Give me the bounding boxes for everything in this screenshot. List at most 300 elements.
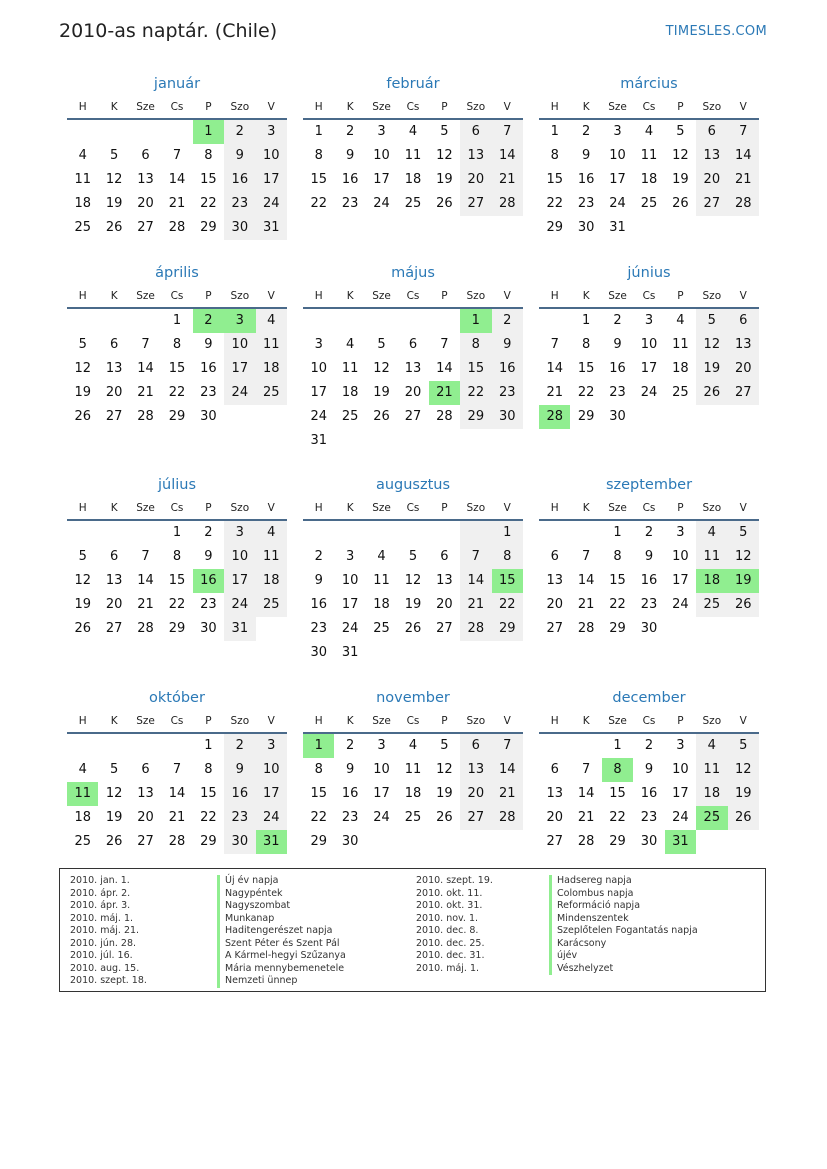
legend-holiday-name: Szeplőtelen Fogantatás napja [549,925,698,938]
day-cell: 3 [256,734,287,758]
weekday-label: K [346,290,354,302]
week-row [539,120,759,144]
legend-date: 2010. ápr. 2. [70,887,131,899]
day-cell: 26 [404,621,422,636]
day-cell: 30 [224,830,255,854]
day-cell: 21 [577,597,595,612]
day-cell: 1 [613,525,622,540]
day-cell: 5 [78,337,87,352]
empty-cell [366,429,397,453]
day-cell: 21 [168,810,186,825]
day-cell: 26 [696,381,727,405]
weekday-header [67,96,287,120]
empty-cell [492,830,523,854]
day-cell: 17 [672,786,689,801]
day-cell: 6 [141,148,150,163]
week-row [303,144,523,168]
week-row [67,357,287,381]
day-cell: 10 [672,762,689,777]
day-cell: 27 [696,192,727,216]
day-cell: 12 [728,545,759,569]
day-cell: 12 [728,758,759,782]
week-row [303,120,523,144]
day-cell: 7 [550,337,559,352]
weekday-header [303,96,523,120]
empty-cell [460,830,491,854]
weekday-label: H [550,101,559,113]
day-cell: 7 [440,337,449,352]
empty-cell [397,830,428,854]
week-row [67,569,287,593]
week-row [539,758,759,782]
month-3 [539,72,759,240]
day-cell: 24 [256,806,287,830]
weekday-label: K [582,715,590,727]
day-cell: 14 [137,361,154,376]
day-cell: 20 [105,597,123,612]
day-cell: 13 [460,144,491,168]
weekday-label: H [550,502,559,514]
day-cell: 23 [640,597,658,612]
empty-cell [256,617,287,641]
day-cell: 1 [550,124,559,139]
weekday-label: H [78,715,87,727]
empty-cell [696,617,727,641]
day-cell: 12 [74,361,91,376]
month-name: június [627,265,671,281]
day-cell: 21 [460,593,491,617]
month-name: május [391,265,435,281]
day-cell: 27 [546,834,563,849]
week-row [303,405,523,429]
day-cell: 4 [377,549,386,564]
day-cell: 16 [224,782,255,806]
day-cell: 11 [256,333,287,357]
day-cell: 4 [676,313,685,328]
month-name: március [620,76,678,92]
week-row [539,333,759,357]
week-row [303,758,523,782]
day-cell: 26 [105,220,123,235]
legend-date: 2010. okt. 11. [416,887,483,899]
day-cell: 16 [341,172,359,187]
day-cell: 10 [224,545,255,569]
empty-cell [67,309,98,333]
week-row [303,357,523,381]
weekday-label: V [739,290,747,302]
day-cell: 16 [640,573,658,588]
day-cell: 25 [74,220,91,235]
empty-cell [570,734,601,758]
legend-left-names [217,875,346,988]
day-cell: 23 [224,192,255,216]
day-cell: 31 [256,830,287,854]
day-cell: 5 [728,521,759,545]
day-cell: 29 [200,834,217,849]
day-cell: 8 [492,545,523,569]
week-row [303,192,523,216]
week-row [67,521,287,545]
day-cell: 8 [550,148,559,163]
legend-date: 2010. jún. 28. [70,937,137,949]
legend-holiday-name: Mindenszentek [549,913,698,926]
day-cell: 5 [78,549,87,564]
day-cell: 9 [224,144,255,168]
week-row [67,734,287,758]
day-cell: 28 [492,806,523,830]
day-cell: 13 [546,786,563,801]
day-cell: 28 [539,405,570,429]
day-cell: 28 [577,621,595,636]
month-name: február [386,76,440,92]
weekday-label: P [677,715,684,727]
week-row [539,168,759,192]
day-cell: 5 [440,124,449,139]
day-cell: 9 [613,337,622,352]
month-name: április [155,265,199,281]
empty-cell [130,521,161,545]
day-cell: 12 [404,573,422,588]
weekday-label: Sze [372,101,391,113]
empty-cell [460,521,491,545]
day-cell: 8 [204,148,213,163]
day-cell: 6 [440,549,449,564]
weekday-label: P [441,290,448,302]
day-cell: 25 [696,806,727,830]
weekday-label: Cs [642,290,656,302]
day-cell: 18 [256,569,287,593]
day-cell: 3 [676,525,685,540]
week-row [303,641,523,665]
day-cell: 5 [408,549,418,564]
day-cell: 2 [193,309,224,333]
legend-right-dates [416,875,493,975]
day-cell: 4 [78,762,87,777]
day-cell: 12 [105,172,123,187]
day-cell: 7 [141,337,150,352]
day-cell: 30 [224,216,255,240]
weekday-label: V [503,715,511,727]
legend-holiday-name: Haditengerészet napja [217,925,346,938]
day-cell: 27 [460,806,491,830]
day-cell: 14 [577,573,595,588]
empty-cell [633,216,664,240]
week-row [67,381,287,405]
day-cell: 31 [310,433,327,448]
day-cell: 18 [74,810,91,825]
legend-holiday-name: Mária mennybemenetele [217,963,346,976]
day-cell: 16 [224,168,255,192]
day-cell: 15 [609,573,626,588]
weekday-label: H [78,502,87,514]
empty-cell [130,309,161,333]
month-name: december [612,690,686,706]
day-cell: 9 [314,573,323,588]
day-cell: 17 [373,172,390,187]
day-cell: 2 [492,309,523,333]
day-cell: 6 [550,762,559,777]
empty-cell [161,734,192,758]
day-cell: 10 [341,573,359,588]
day-cell: 8 [314,148,323,163]
day-cell: 13 [105,573,123,588]
day-cell: 30 [200,409,217,424]
day-cell: 2 [644,738,654,753]
day-cell: 23 [200,385,217,400]
day-cell: 19 [74,385,91,400]
empty-cell [539,309,570,333]
legend-right-names [549,875,698,975]
legend-holiday-name: Karácsony [549,938,698,951]
day-cell: 14 [168,172,186,187]
day-cell: 22 [310,196,327,211]
legend-left-dates [70,875,147,988]
weekday-label: Cs [170,502,184,514]
day-cell: 15 [310,786,327,801]
empty-cell [334,429,365,453]
weekday-label: V [503,290,511,302]
weekday-label: P [205,101,212,113]
weekday-label: Sze [372,290,391,302]
weekday-header [67,497,287,521]
day-cell: 9 [204,337,213,352]
brand-link[interactable]: TIMESLES.COM [665,24,767,39]
day-cell: 9 [204,549,213,564]
day-cell: 2 [345,738,355,753]
day-cell: 4 [256,309,287,333]
empty-cell [224,405,255,429]
legend-holiday-name: újév [549,950,698,963]
empty-cell [303,521,334,545]
day-cell: 26 [436,196,453,211]
day-cell: 17 [609,172,626,187]
weekday-header [67,710,287,734]
weekday-label: P [441,101,448,113]
day-cell: 15 [200,786,217,801]
day-cell: 16 [640,786,658,801]
legend-holiday-name: Hadsereg napja [549,875,698,888]
month-name: augusztus [375,477,451,493]
day-cell: 3 [613,124,622,139]
day-cell: 18 [256,357,287,381]
day-cell: 15 [460,357,491,381]
legend-holiday-name: Reformáció napja [549,900,698,913]
week-row [303,309,523,333]
weekday-header [303,497,523,521]
weekday-label: Cs [170,290,184,302]
day-cell: 19 [672,172,689,187]
day-cell: 25 [373,621,390,636]
day-cell: 15 [492,569,523,593]
day-cell: 3 [314,337,323,352]
weekday-label: Cs [406,101,420,113]
day-cell: 22 [310,810,327,825]
day-cell: 15 [310,172,327,187]
day-cell: 16 [492,357,523,381]
weekday-label: K [346,715,354,727]
day-cell: 11 [67,782,98,806]
day-cell: 26 [728,806,759,830]
day-cell: 29 [492,617,523,641]
day-cell: 24 [224,381,255,405]
empty-cell [728,405,759,429]
day-cell: 1 [314,124,323,139]
day-cell: 29 [546,220,563,235]
week-row [539,521,759,545]
day-cell: 25 [404,196,422,211]
empty-cell [460,641,491,665]
day-cell: 9 [224,758,255,782]
day-cell: 18 [341,385,359,400]
weekday-header [539,497,759,521]
month-name: szeptember [605,477,693,493]
weekday-header [303,285,523,309]
weekday-label: H [314,290,323,302]
day-cell: 6 [728,309,759,333]
week-row [67,216,287,240]
day-cell: 27 [436,621,453,636]
day-cell: 26 [74,409,91,424]
day-cell: 31 [224,617,255,641]
empty-cell [366,309,397,333]
month-6 [539,261,759,429]
day-cell: 3 [676,738,685,753]
day-cell: 30 [577,220,595,235]
weekday-label: K [346,502,354,514]
day-cell: 9 [345,762,355,777]
weekday-label: Sze [608,290,627,302]
holiday-legend [59,868,766,992]
weekday-label: V [739,101,747,113]
weekday-label: Sze [372,502,391,514]
day-cell: 29 [609,621,626,636]
legend-date: 2010. jan. 1. [70,875,130,886]
day-cell: 22 [168,597,186,612]
day-cell: 7 [581,549,591,564]
day-cell: 11 [696,758,727,782]
day-cell: 14 [728,144,759,168]
weekday-label: Sze [608,502,627,514]
weekday-label: Szo [702,101,722,113]
day-cell: 2 [224,734,255,758]
legend-holiday-name: Vészhelyzet [549,963,698,976]
day-cell: 26 [74,621,91,636]
day-cell: 13 [137,172,154,187]
day-cell: 12 [436,148,453,163]
day-cell: 5 [676,124,685,139]
day-cell: 31 [256,216,287,240]
empty-cell [98,521,129,545]
day-cell: 22 [200,196,217,211]
day-cell: 15 [546,172,563,187]
weekday-label: Szo [230,502,250,514]
weekday-label: Cs [642,715,656,727]
legend-holiday-name: Nemzeti ünnep [217,975,346,988]
week-row [539,144,759,168]
day-cell: 23 [609,385,626,400]
legend-date: 2010. máj. 1. [416,962,480,974]
day-cell: 17 [341,597,359,612]
weekday-label: Cs [170,101,184,113]
legend-holiday-name: A Kármel-hegyi Szűzanya [217,950,346,963]
day-cell: 28 [168,220,186,235]
day-cell: 29 [200,220,217,235]
day-cell: 26 [105,834,123,849]
weekday-label: Szo [466,101,486,113]
day-cell: 14 [546,361,563,376]
empty-cell [67,120,98,144]
day-cell: 19 [696,357,727,381]
day-cell: 19 [404,597,422,612]
day-cell: 22 [168,385,186,400]
day-cell: 13 [728,333,759,357]
day-cell: 17 [224,569,255,593]
day-cell: 11 [404,762,422,777]
week-row [303,830,523,854]
weekday-label: Cs [406,290,420,302]
day-cell: 29 [609,834,626,849]
day-cell: 21 [728,168,759,192]
day-cell: 3 [377,124,386,139]
day-cell: 19 [373,385,390,400]
day-cell: 11 [74,172,91,187]
day-cell: 13 [436,573,453,588]
month-name: október [149,690,205,706]
day-cell: 19 [728,569,759,593]
empty-cell [161,120,192,144]
day-cell: 27 [728,381,759,405]
legend-date: 2010. nov. 1. [416,912,479,924]
day-cell: 30 [640,621,658,636]
empty-cell [67,734,98,758]
day-cell: 12 [696,333,727,357]
weekday-label: H [550,290,559,302]
day-cell: 17 [224,357,255,381]
month-11 [303,686,523,854]
week-row [303,617,523,641]
day-cell: 1 [613,738,622,753]
day-cell: 10 [373,762,390,777]
weekday-label: V [267,502,275,514]
day-cell: 10 [256,144,287,168]
day-cell: 7 [460,545,491,569]
empty-cell [539,521,570,545]
empty-cell [665,617,696,641]
day-cell: 23 [341,810,359,825]
legend-holiday-name: Colombus napja [549,888,698,901]
week-row [539,192,759,216]
week-row [539,806,759,830]
weekday-label: Szo [702,502,722,514]
day-cell: 28 [436,409,453,424]
day-cell: 5 [109,762,119,777]
day-cell: 23 [577,196,595,211]
empty-cell [98,734,129,758]
weekday-label: V [267,290,275,302]
week-row [67,593,287,617]
weekday-label: P [441,502,448,514]
weekday-label: Szo [702,715,722,727]
day-cell: 11 [404,148,422,163]
day-cell: 25 [341,409,359,424]
month-name: november [376,690,450,706]
day-cell: 24 [373,810,390,825]
day-cell: 20 [546,810,563,825]
day-cell: 11 [672,337,689,352]
weekday-label: Cs [406,502,420,514]
legend-holiday-name: Új év napja [217,875,346,888]
day-cell: 20 [404,385,422,400]
